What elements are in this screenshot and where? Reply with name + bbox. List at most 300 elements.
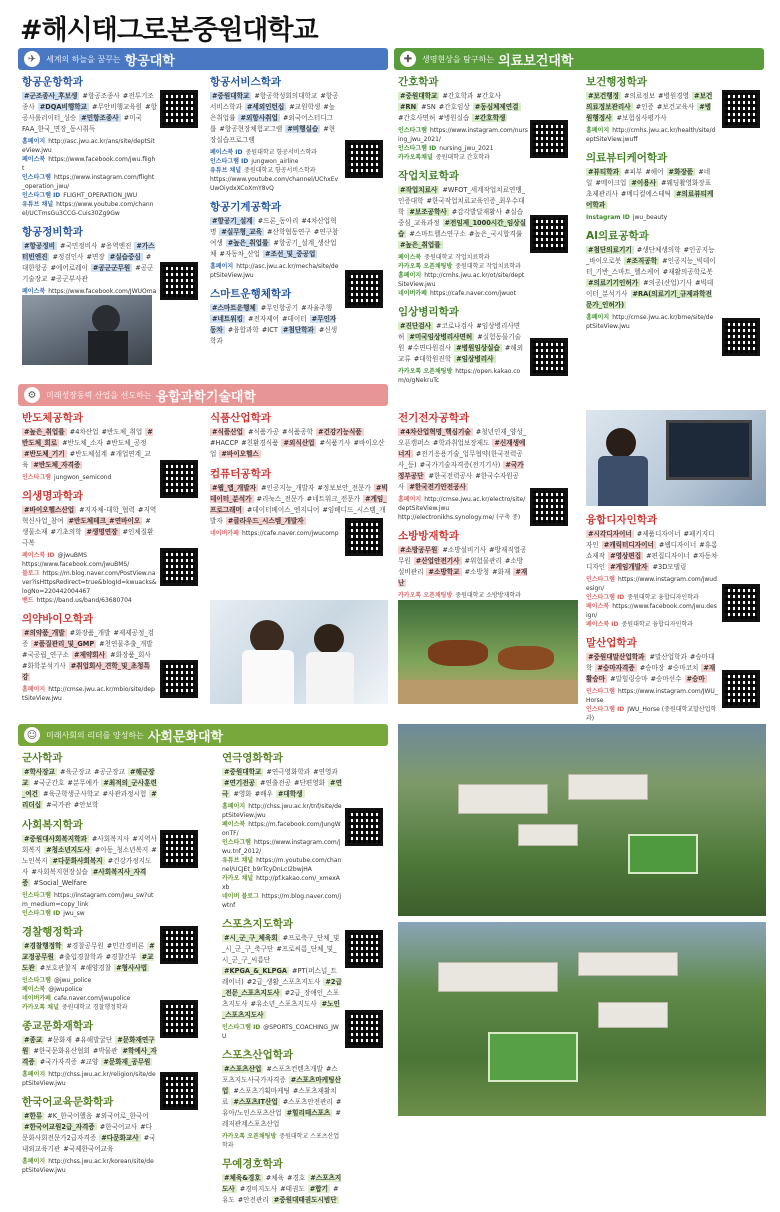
link-value[interactable]: @jwupolice <box>48 986 83 993</box>
hashtag: #항공정비 <box>24 242 56 250</box>
link-label: 네이버카페 <box>210 530 239 537</box>
link-value[interactable]: https://www.facebook.com/jwu.design/ <box>586 603 717 619</box>
hashtag: #대한항공 <box>22 253 152 272</box>
link-row[interactable] <box>210 157 340 166</box>
hashtag: #한국전기안전공사 <box>409 483 466 491</box>
link-label: 인스타그램 <box>22 174 51 181</box>
hashtag-list <box>398 545 528 589</box>
dept-name: 소방방재학과 <box>398 530 459 542</box>
hashtag: #스포츠기획마케팅 <box>233 1087 290 1095</box>
link-value[interactable]: https://www.facebook.com/JWUOma <box>48 288 157 295</box>
hashtag: #높은_국시합격률 <box>468 230 523 238</box>
link-row[interactable] <box>398 513 528 522</box>
link-label: 홈페이지 <box>22 1158 46 1165</box>
link-value[interactable]: 중원대학교 소방방재학과 <box>455 592 521 599</box>
link-label: 카카오톡 오픈채팅방 <box>222 1133 277 1140</box>
hashtag: #임상병리사면허 <box>398 322 521 341</box>
link-list <box>22 685 157 703</box>
hashtag: #육군장교 <box>60 768 92 776</box>
link-label: 홈페이지 <box>22 1071 46 1078</box>
hashtag: #중원대학교 <box>212 92 250 100</box>
qr-code-sportsguide[interactable] <box>345 930 383 968</box>
link-row[interactable] <box>22 1070 157 1088</box>
link-label: 네이버카페 <box>22 995 51 1002</box>
link-row[interactable] <box>210 166 340 175</box>
link-value[interactable]: http://chss.jwu.ac.kr/tnf/site/deptSiteView.jwu <box>222 803 342 819</box>
hashtag-list <box>222 1064 342 1130</box>
hashtag-list <box>22 91 157 135</box>
dept-name: 항공정비학과 <box>22 226 83 238</box>
link-label: 인스타그램 <box>398 127 427 134</box>
hashtag: #현장실습프로그램 <box>210 125 336 144</box>
qr-code-avops[interactable] <box>160 90 198 128</box>
link-value[interactable]: http://cmse.jwu.ac.kr/mbio/site/deptSiteView.jwu <box>22 686 155 702</box>
hashtag: #천연물추출_개발 <box>99 640 153 648</box>
link-row[interactable] <box>586 313 716 331</box>
link-row[interactable] <box>22 909 157 918</box>
hashtag-list <box>210 303 340 347</box>
dept-aimed <box>586 228 716 331</box>
link-row[interactable] <box>586 213 716 222</box>
link-label: 인스타그램 ID <box>586 706 625 713</box>
hashtag: #생명연장 <box>86 528 118 536</box>
link-value[interactable]: http://asc.jwu.ac.kr/ans/site/deptSiteView.jwu <box>22 138 155 154</box>
hashtag: #항공조종사 <box>82 92 120 100</box>
link-value[interactable]: 중원대학교 작업치료학과 <box>455 263 521 270</box>
link-row[interactable] <box>210 262 340 280</box>
link-value[interactable]: 중원대학교 작업치료학과 <box>424 254 490 261</box>
link-label: 네이버카페 <box>398 290 427 297</box>
link-row[interactable] <box>22 560 157 569</box>
hashtag: #웹_앱_개발자 <box>212 484 256 492</box>
hashtag: #생물소재 <box>22 517 151 536</box>
hashtag: #병원행정사 <box>586 103 712 122</box>
hashtag: #중원대학교 <box>224 768 262 776</box>
banner-title: 항공대학 <box>124 53 175 69</box>
hashtag: #네일 <box>586 168 711 187</box>
hashtag: #네트워크_전문가 <box>306 495 360 503</box>
link-value[interactable]: @jwu_police <box>53 977 92 984</box>
link-row[interactable] <box>22 976 157 985</box>
link-list <box>586 575 718 629</box>
link-label: 인스타그램 ID <box>222 1024 261 1031</box>
hashtag: #자동차_산업 <box>219 250 261 258</box>
link-label: 페이스북 ID <box>586 621 619 628</box>
banner-sub: 생명현상을 탐구하는 <box>422 54 495 64</box>
dept-avmaint <box>22 224 157 305</box>
link-row[interactable] <box>586 126 716 144</box>
link-value[interactable]: jungwon_semicond <box>53 474 112 481</box>
link-value[interactable]: https://cafe.naver.com/jwucomp <box>241 530 339 537</box>
social-col-left <box>22 750 202 1181</box>
qr-code-police[interactable] <box>160 926 198 964</box>
hashtag: #스마트헬스연구소 <box>409 230 466 238</box>
hashtag: #스포츠산업 <box>224 1065 262 1073</box>
qr-code-welfare[interactable] <box>160 830 198 868</box>
hashtag: #청소년지도사 <box>46 846 90 854</box>
link-value[interactable]: 중원대학교 항공서비스학과 <box>244 167 316 174</box>
hashtag: #경비지도사 <box>239 1185 278 1193</box>
qr-code-aimed[interactable] <box>722 318 760 356</box>
hashtag: #태권도 <box>280 1185 305 1193</box>
qr-code-sportsind[interactable] <box>345 1010 383 1048</box>
link-value[interactable]: jwu_beauty <box>632 214 668 221</box>
link-list <box>398 495 528 522</box>
link-row[interactable] <box>22 891 157 909</box>
hashtag: #Social_Welfare <box>33 879 87 887</box>
hashtag: #제품디자이너 <box>636 530 681 538</box>
hashtag-list <box>22 941 157 974</box>
hashtag: #실습중심_교육과정 <box>398 208 524 227</box>
link-value[interactable]: https://m.facebook.com/JungWonTF/ <box>222 821 341 837</box>
link-row[interactable] <box>398 289 528 298</box>
link-value[interactable]: http://pf.kakao.com/_xmexAxb <box>222 875 340 891</box>
link-value[interactable]: 중원대학교 스포츠산업학과 <box>222 1133 340 1149</box>
dept-name: 한국어교육문화학과 <box>22 1096 114 1108</box>
hashtag: #해양경찰 <box>80 964 112 972</box>
link-row[interactable] <box>398 495 528 513</box>
dept-name: 의약바이오학과 <box>22 613 94 625</box>
link-row[interactable] <box>222 838 342 856</box>
link-row[interactable] <box>22 473 157 482</box>
hashtag: #소방설비기사 <box>442 546 487 554</box>
hashtag: #프로축구_단체_및_시_군_구_축구단 <box>222 934 340 953</box>
dept-welfare <box>22 817 157 918</box>
hashtag: #사회복지사 <box>91 835 130 843</box>
qr-code-semi[interactable] <box>160 460 198 498</box>
hashtag-list <box>222 933 342 1021</box>
hashtag: #중원대말산업학과 <box>588 653 645 661</box>
link-list <box>22 1070 157 1088</box>
hashtag: #유소년_스포츠지도사 <box>250 1000 317 1008</box>
link-value[interactable]: https://www.instagram.com/flight_operation_jwu/ <box>22 174 155 190</box>
hashtag-list <box>222 767 342 800</box>
hashtag: #항공기_설계_생산업체 <box>210 239 337 258</box>
link-label: 페이스북 <box>586 603 610 610</box>
hashtag: #유아/노인스포츠산업 <box>222 1098 342 1117</box>
hashtag: #반도체설계 <box>69 450 108 458</box>
hashtag: #항공기_설계 <box>212 217 253 225</box>
qr-code-biomed[interactable] <box>160 548 198 586</box>
hashtag: #반도체_소자 <box>62 439 103 447</box>
link-row[interactable] <box>222 1132 342 1150</box>
hashtag: #국내외교육기관 <box>22 1134 156 1153</box>
hashtag: #헤어 <box>645 168 664 176</box>
link-row[interactable] <box>22 1003 157 1012</box>
link-row[interactable] <box>398 367 528 385</box>
link-value[interactable]: https://band.us/band/63680704 <box>36 597 132 604</box>
qr-code-healthadmin[interactable] <box>722 90 760 128</box>
link-row[interactable] <box>398 591 528 600</box>
link-value[interactable]: https://instagram.com/jwu_sw?utm_medium=copy_link <box>22 892 154 908</box>
hashtag: #승마대학 <box>586 653 715 672</box>
link-list <box>22 551 157 605</box>
link-row[interactable] <box>210 148 340 157</box>
link-row[interactable] <box>398 144 528 153</box>
hashtag: #전임제_1000시간_임상실습 <box>398 219 526 238</box>
link-row[interactable] <box>586 687 718 705</box>
link-value[interactable]: http://cmhs.jwu.ac.kr/health/site/deptSiteView.jwuff <box>586 127 716 143</box>
link-row[interactable] <box>586 575 718 593</box>
link-value[interactable]: http://cmse.jwu.ac.kr/bme/site/deptSiteView.jwu <box>586 314 714 330</box>
link-row[interactable] <box>22 1157 157 1175</box>
hashtag: #화장품_개발 <box>69 629 111 637</box>
hashtag: #국제한국어교육 <box>63 1145 114 1153</box>
hashtag: #교도관 <box>22 953 154 972</box>
hashtag: #아동_청소년복지 <box>94 846 149 854</box>
dept-fire <box>398 528 528 600</box>
dept-name: 항공서비스학과 <box>210 76 282 88</box>
hashtag: #학예사_자격증 <box>22 1047 157 1066</box>
link-row[interactable] <box>398 271 528 289</box>
hashtag: #K_한국어했음 <box>47 1112 93 1120</box>
hashtag: #공군장교 <box>94 768 126 776</box>
qr-code-pharmbio[interactable] <box>160 660 198 698</box>
link-row[interactable] <box>22 155 157 173</box>
hashtag: #지역사회복지 <box>22 835 157 854</box>
link-row[interactable] <box>22 994 157 1003</box>
link-row[interactable] <box>22 596 157 605</box>
hashtag: #게임_프로그래머 <box>210 495 387 514</box>
qr-code-design[interactable] <box>722 584 760 622</box>
link-label: 홈페이지 <box>210 263 234 270</box>
link-value[interactable]: http://electronikhs.synology.me/ (구축 중) <box>398 514 521 521</box>
link-row[interactable] <box>22 685 157 703</box>
hashtag: #형사사법 <box>116 964 148 972</box>
link-value[interactable]: http://cmhs.jwu.ac.kr/ot/site/deptSiteView.jwu <box>398 272 525 288</box>
hashtag: #사회복지사_자격증 <box>22 868 147 887</box>
link-value[interactable]: JWU_Horse (중원대학교말산업학과) <box>586 706 717 722</box>
link-value[interactable]: 중원대학교 항공서비스학과 <box>245 149 317 156</box>
link-row[interactable] <box>398 126 528 144</box>
link-value[interactable]: http://chss.jwu.ac.kr/religion/site/deptSiteView.jwu <box>22 1071 156 1087</box>
hashtag: #문화재연구원 <box>22 1036 155 1055</box>
hashtag: #4차산업혁명_핵심기술 <box>400 428 471 436</box>
link-row[interactable] <box>398 153 528 162</box>
hashtag: #국가자격증 <box>39 1058 78 1066</box>
link-value[interactable]: https://www.facebook.com/jwu.flight <box>22 156 156 172</box>
dept-name: 융합디자인학과 <box>586 514 658 526</box>
link-value[interactable]: https://www.instagram.com/JWU_Horse <box>586 688 718 704</box>
link-value[interactable]: https://m.blog.naver.com/PostView.naver?isHttpsRedirect=true&blogId=kwuacks&logNo=220442004467 <box>22 570 157 595</box>
hashtag-list <box>22 1111 157 1155</box>
hashtag: #프로씨름_단체_및_시_군_구_씨름단 <box>222 945 337 964</box>
hashtag: #단편영화 <box>294 779 326 787</box>
hashtag-list <box>222 1173 342 1206</box>
link-row[interactable] <box>222 820 342 838</box>
hashtag: #반도체_자격증 <box>33 461 81 469</box>
hashtag: #기초의학 <box>50 528 82 536</box>
hashtag: #위험물관리 <box>464 557 502 565</box>
link-row[interactable] <box>22 137 157 155</box>
qr-code-religion[interactable] <box>160 1000 198 1038</box>
hashtag: #한국어교원2급_자격증 <box>24 1123 95 1131</box>
hashtag: #힐리테스포츠 <box>286 1109 331 1117</box>
hashtag: #보건교육사 <box>656 103 695 111</box>
link-row[interactable] <box>22 191 157 200</box>
qr-code-ee[interactable] <box>530 488 568 526</box>
banner-health <box>394 48 764 70</box>
link-value[interactable]: https://www.facebook.com/jwuBMS/ <box>22 561 130 568</box>
link-row[interactable] <box>398 253 528 262</box>
link-list <box>586 126 716 144</box>
link-row[interactable] <box>22 551 157 560</box>
link-value[interactable]: jungwon_airline <box>251 158 299 165</box>
banner-aviation <box>18 48 388 70</box>
hashtag: #외국어스터디그룹 <box>210 114 333 133</box>
link-row[interactable] <box>398 262 528 271</box>
banner-sub: 세계의 하늘을 꿈꾸는 <box>46 54 121 64</box>
hashtag: #취업회사_견학_및_초청특강 <box>22 662 150 681</box>
link-row[interactable] <box>222 874 342 892</box>
qr-code-film[interactable] <box>345 808 383 846</box>
link-row[interactable] <box>586 620 718 629</box>
dept-name: 반도체공학과 <box>22 412 83 424</box>
hashtag-list <box>586 652 718 685</box>
dept-name: 스포츠산업학과 <box>222 1049 294 1061</box>
hashtag: #배우 <box>254 790 273 798</box>
hashtag: #대학생 <box>277 790 303 798</box>
hashtag: #스포츠재활치료 <box>222 1087 337 1106</box>
link-row[interactable] <box>586 705 718 723</box>
link-label: 인스타그램 <box>222 839 251 846</box>
hashtag: #높은_취업률 <box>227 239 269 247</box>
hashtag: #반도체_회로 <box>22 428 153 447</box>
engine-photo <box>22 295 152 365</box>
hashtag: #화재 <box>492 568 511 576</box>
campus-aerial-photo-1 <box>398 724 766 916</box>
hashtag: #빅데이터_분석기사 <box>586 279 714 298</box>
link-value[interactable]: 중원대학교 경찰행정학과 <box>61 1004 128 1011</box>
hashtag: #승마자격증 <box>597 664 635 672</box>
link-value[interactable]: nursing_jwu_2021 <box>439 145 494 152</box>
hashtag: #무인항공기 <box>260 304 299 312</box>
hashtag: #분무예카 <box>67 779 99 787</box>
hashtag: #노인_스포츠지도사 <box>222 1000 340 1019</box>
hashtag: #학과취업보장제도 <box>432 439 490 447</box>
hashtag: #친환경식품 <box>241 439 279 447</box>
hashtag: #클라우드_시스템_개발자 <box>227 517 304 525</box>
link-value[interactable]: FLIGHT_OPERATION_JWU <box>63 192 138 199</box>
link-value[interactable]: https://www.youtube.com/channel/UChxEvUwOiydxXCoXmY8vQ <box>210 176 339 192</box>
link-value[interactable]: http://chss.jwu.ac.kr/korean/site/deptSiteView.jwu <box>22 1158 154 1174</box>
link-list <box>22 1157 157 1175</box>
qr-code-avmech[interactable] <box>345 270 383 308</box>
hashtag: #다문화사회전문가2급자격증 <box>22 1123 153 1142</box>
qr-code-cse[interactable] <box>345 518 383 556</box>
link-row[interactable] <box>210 175 340 193</box>
link-value[interactable]: http://asc.jwu.ac.kr/mecha/site/deptSiteView.jwu <box>210 263 339 279</box>
link-row[interactable] <box>222 1023 342 1041</box>
link-list <box>210 148 340 193</box>
link-value[interactable]: https://www.youtube.com/channel/UCTmsGu3CCG-Cuis30Zg9Gw <box>22 201 154 217</box>
link-value[interactable]: https://cafe.naver.com/jwuot <box>429 290 516 297</box>
hashtag: #게임개발자 <box>610 563 648 571</box>
link-label: 페이스북 ID <box>22 552 55 559</box>
hashtag: #교양 <box>80 1058 99 1066</box>
link-value[interactable]: @SPORTS_COACHING_JWU <box>222 1024 339 1040</box>
hashtag: #공군부사관 <box>50 275 88 283</box>
hashtag: #높은취업률 <box>210 103 336 122</box>
link-value[interactable]: cafe.naver.com/jwupolice <box>53 995 131 1002</box>
qr-code-korean[interactable] <box>160 1072 198 1110</box>
link-value[interactable]: 중원대학교 융합디자인학과 <box>621 621 693 628</box>
hashtag: #메디컬에스테틱 <box>620 190 671 198</box>
hashtag: #스포츠지도사 <box>222 1174 342 1193</box>
link-row[interactable] <box>586 602 718 620</box>
link-value[interactable]: 중원대학교 간호학과 <box>435 154 490 161</box>
hashtag: #연구참여생 <box>210 228 339 247</box>
hashtag: #PT(퍼스널_트레이너) <box>222 967 337 986</box>
hashtag: #외항사취업 <box>240 114 278 122</box>
link-value[interactable]: jwu_sw <box>63 910 85 917</box>
dept-clinpath <box>398 304 528 385</box>
dept-name: 항공운항학과 <box>22 76 83 88</box>
electronics-photo <box>586 410 766 506</box>
link-label: 인스타그램 ID <box>398 145 437 152</box>
hashtag: #조선_및_중공업 <box>265 250 316 258</box>
link-value[interactable]: https://www.instagram.com/jwu.tnf_2012/ <box>222 839 341 855</box>
hashtag: #조직공학 <box>626 257 658 265</box>
link-row[interactable] <box>586 593 718 602</box>
dept-nursing <box>398 74 528 162</box>
link-value[interactable]: https://www.instagram.com/jwudesign/ <box>586 576 717 592</box>
qr-code-avservice[interactable] <box>345 140 383 178</box>
link-label: 인스타그램 ID <box>210 158 249 165</box>
link-value[interactable]: @jwuBMS <box>57 552 87 559</box>
link-row[interactable] <box>22 569 157 596</box>
hashtag: #RN <box>400 103 417 111</box>
qr-code-horse[interactable] <box>722 670 760 708</box>
link-row[interactable] <box>222 892 342 910</box>
hashtag: #반도체_공정 <box>105 439 147 447</box>
link-value[interactable]: https://www.instagram.com/nursing_jwu_2021/ <box>398 127 528 143</box>
hashtag: #승마장 <box>639 664 665 672</box>
link-label: 카카오톡 채널 <box>22 1004 59 1011</box>
hashtag: #항공서비스학과 <box>210 92 339 111</box>
hashtag: #국가정부공단 <box>398 461 524 480</box>
hashtag: #인공지능_개발자 <box>260 484 315 492</box>
link-value[interactable]: 중원대학교 융합디자인학과 <box>627 594 699 601</box>
qr-code-clinpath[interactable] <box>530 338 568 376</box>
banner-title: 융합과학기술대학 <box>155 389 257 405</box>
hashtag: #산학협동연구 <box>267 228 311 236</box>
qr-code-ot[interactable] <box>530 215 568 253</box>
hashtag: #승마선수 <box>650 675 682 683</box>
link-row[interactable] <box>22 200 157 218</box>
hashtag: #간호사 <box>476 92 502 100</box>
hashtag: #화장품 <box>668 168 694 176</box>
link-row[interactable] <box>22 173 157 191</box>
link-value[interactable]: http://cmse.jwu.ac.kr/electro/site/deptSiteView.jwu <box>398 496 526 512</box>
dept-horse <box>586 635 718 723</box>
link-value[interactable]: https://m.youtube.com/channel/UCJEt_b9rTcyDnLcI2bwjHA <box>222 857 342 873</box>
link-row[interactable] <box>22 985 157 994</box>
hashtag: #캐릭터디자이너 <box>603 541 654 549</box>
hashtag: #반도체_취업 <box>101 428 143 436</box>
hashtag: #연극 <box>222 779 342 798</box>
dept-healthadmin <box>586 74 716 144</box>
qr-code-nursing[interactable] <box>530 120 568 158</box>
link-value[interactable]: https://open.kakao.com/o/gNekruTc <box>398 368 521 384</box>
link-row[interactable] <box>222 856 342 874</box>
dept-religion <box>22 1018 157 1088</box>
link-row[interactable] <box>222 802 342 820</box>
link-value[interactable]: https://m.blog.naver.com/jwtnf <box>222 893 342 909</box>
science-icon: ⚙ <box>24 387 40 403</box>
qr-code-avmaint[interactable] <box>160 262 198 300</box>
link-label: 홈페이지 <box>22 686 46 693</box>
